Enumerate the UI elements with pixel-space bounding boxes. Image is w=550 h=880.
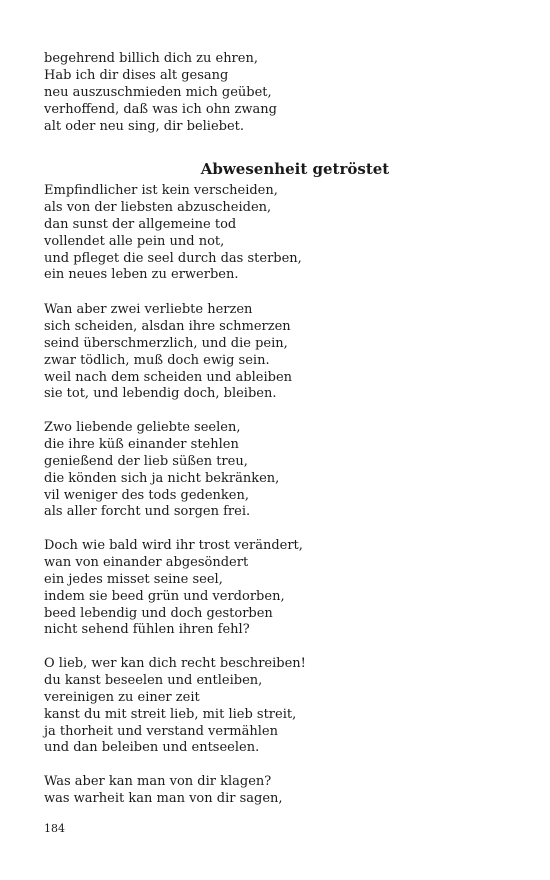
- page-number: 184: [44, 822, 65, 835]
- stanza: [44, 656, 514, 757]
- verse-line: vereinigen zu einer zeit: [44, 689, 200, 705]
- verse-line: genießend der lieb süßen treu,: [44, 453, 248, 469]
- verse-line: was warheit kan man von dir sagen,: [44, 790, 283, 806]
- verse-line: weil nach dem scheiden und ableiben: [44, 369, 293, 385]
- verse-line: Wan aber zwei verliebte herzen: [44, 302, 253, 317]
- verse-line: dan sunst der allgemeine tod: [44, 216, 237, 232]
- verse-line: seind überschmerzlich, und die pein,: [44, 335, 288, 351]
- verse-line: du kanst beseelen und entleiben,: [44, 672, 263, 688]
- stanza: [44, 420, 514, 521]
- verse-line: sie tot, und lebendig doch, bleiben.: [44, 386, 277, 402]
- verse-line: O lieb, wer kan dich recht beschreiben!: [44, 656, 306, 671]
- verse-line: und dan beleiben und entseelen.: [44, 740, 260, 756]
- verse-line: Empfindlicher ist kein verscheiden,: [44, 183, 278, 198]
- verse-line: ein neues leben zu erwerben.: [44, 267, 239, 283]
- verse-line: die ihre küß einander stehlen: [44, 436, 239, 452]
- verse-line: vil weniger des tods gedenken,: [44, 487, 249, 503]
- verse-line: als von der liebsten abzuscheiden,: [44, 199, 272, 215]
- verse-line: begehrend billich dich zu ehren,: [44, 51, 258, 66]
- verse-line: als aller forcht und sorgen frei.: [44, 504, 251, 520]
- verse-line: Was aber kan man von dir klagen?: [44, 774, 272, 789]
- verse-line: alt oder neu sing, dir beliebet.: [44, 118, 245, 134]
- verse-line: die könden sich ja nicht bekränken,: [44, 470, 280, 486]
- verse-line: sich scheiden, alsdan ihre schmerzen: [44, 318, 291, 334]
- verse-line: nicht sehend fühlen ihren fehl?: [44, 622, 250, 638]
- verse-line: indem sie beed grün und verdorben,: [44, 588, 285, 604]
- verse-line: Doch wie bald wird ihr trost verändert,: [44, 538, 303, 553]
- verse-line: Hab ich dir dises alt gesang: [44, 67, 229, 83]
- stanza: [44, 774, 514, 808]
- poem-title: Abwesenheit getröstet: [200, 160, 390, 178]
- verse-line: zwar tödlich, muß doch ewig sein.: [44, 352, 270, 368]
- verse-line: und pfleget die seel durch das sterben,: [44, 250, 302, 266]
- verse-line: Zwo liebende geliebte seelen,: [44, 420, 241, 435]
- verse-line: ja thorheit und verstand vermählen: [44, 723, 278, 739]
- intro-stanza: [44, 51, 514, 135]
- verse-line: vollendet alle pein und not,: [44, 233, 225, 249]
- verse-line: verhoffend, daß was ich ohn zwang: [44, 101, 277, 117]
- stanza: [44, 538, 514, 639]
- verse-line: neu auszuschmieden mich geübet,: [44, 84, 272, 100]
- stanza: [44, 183, 514, 284]
- verse-line: wan von einander abgesöndert: [44, 554, 249, 570]
- verse-line: ein jedes misset seine seel,: [44, 571, 223, 587]
- stanza: [44, 302, 514, 403]
- verse-line: kanst du mit streit lieb, mit lieb streit,: [44, 706, 297, 722]
- verse-line: beed lebendig und doch gestorben: [44, 605, 273, 621]
